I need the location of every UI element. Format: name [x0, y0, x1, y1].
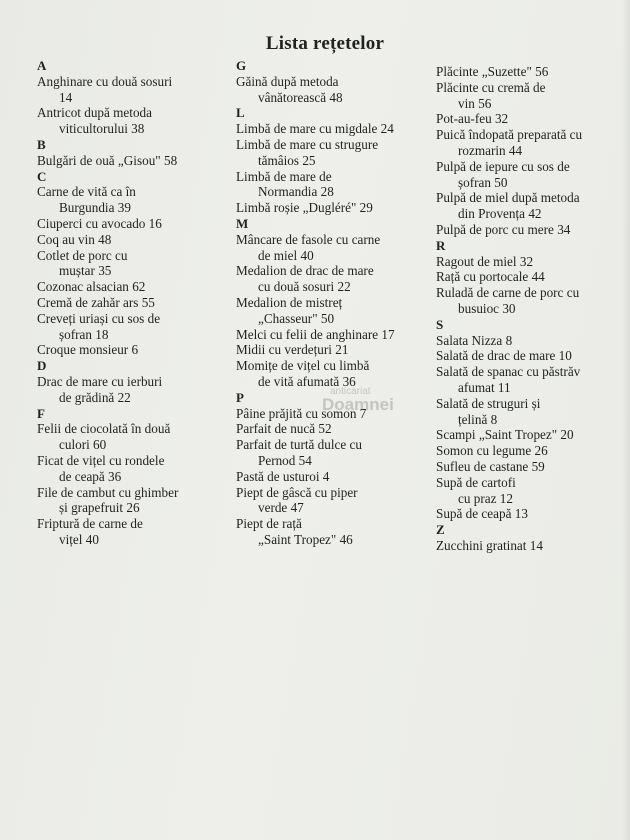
recipe-entry — [236, 169, 436, 201]
recipe-entry — [436, 159, 626, 191]
recipe-entry — [436, 222, 626, 238]
recipe-name: Mâncare de fasole cu carne — [236, 231, 381, 247]
recipe-name: Pâine prăjită cu somon 7 — [236, 405, 367, 421]
recipe-entry — [37, 216, 232, 232]
recipe-name: Parfait de turtă dulce cu — [236, 437, 362, 453]
recipe-entry — [436, 538, 626, 554]
section-letter: A — [37, 58, 47, 73]
recipe-name: Salată de drac de mare 10 — [436, 348, 572, 364]
recipe-name: Ciuperci cu avocado 16 — [37, 215, 162, 231]
recipe-name: Puică îndopată preparată cu — [436, 127, 583, 143]
recipe-entry — [37, 153, 232, 169]
recipe-entry — [436, 443, 626, 459]
index-column-1 — [37, 58, 232, 548]
recipe-entry — [37, 295, 232, 311]
recipe-continuation: Burgundia 39 — [59, 200, 131, 216]
recipe-name: Creveți uriași cu sos de — [37, 310, 161, 326]
recipe-entry — [436, 80, 626, 112]
recipe-entry — [236, 469, 436, 485]
recipe-name: Salată de spanac cu păstrăv — [436, 364, 581, 380]
recipe-entry — [236, 200, 436, 216]
section-letter: C — [37, 168, 47, 184]
recipe-entry — [436, 190, 626, 222]
recipe-entry — [436, 64, 626, 80]
recipe-name: Salată de struguri și — [436, 395, 541, 411]
recipe-entry — [436, 396, 626, 428]
recipe-continuation: verde 47 — [258, 500, 304, 516]
recipe-entry — [37, 342, 232, 358]
section-letter: D — [37, 358, 47, 374]
recipe-continuation: „Saint Tropez" 46 — [258, 531, 353, 547]
recipe-entry — [37, 105, 232, 137]
recipe-entry — [436, 269, 626, 285]
recipe-name: Sufleu de castane 59 — [436, 458, 545, 474]
recipe-name: Pastă de usturoi 4 — [236, 468, 330, 484]
recipe-name: Melci cu felii de anghinare 17 — [236, 326, 395, 342]
recipe-name: Bulgări de ouă „Gisou" 58 — [37, 152, 178, 168]
recipe-entry — [236, 121, 436, 137]
recipe-name: Somon cu legume 26 — [436, 443, 548, 459]
recipe-name: Zucchini gratinat 14 — [436, 537, 543, 553]
recipe-name: Limbă de mare cu migdale 24 — [236, 121, 394, 137]
recipe-entry — [236, 516, 436, 548]
recipe-name: Salata Nizza 8 — [436, 332, 513, 348]
recipe-entry — [236, 421, 436, 437]
recipe-entry — [236, 137, 436, 169]
recipe-name: Găină după metoda — [236, 73, 339, 89]
watermark-logo — [314, 386, 394, 415]
section-letter: G — [236, 58, 247, 73]
recipe-name: Antricot după metoda — [37, 105, 152, 121]
page-edge-shadow — [622, 0, 630, 840]
recipe-entry — [37, 453, 232, 485]
section-letter: Z — [436, 522, 445, 538]
recipe-name: Scampi „Saint Tropez" 20 — [436, 427, 574, 443]
recipe-entry — [236, 485, 436, 517]
watermark-line-2: Doamnei — [322, 395, 394, 414]
recipe-entry — [436, 459, 626, 475]
recipe-name: Parfait de nucă 52 — [236, 421, 332, 437]
recipe-name: Felii de ciocolată în două — [37, 421, 171, 437]
recipe-entry — [436, 364, 626, 396]
section-letter: R — [436, 237, 446, 253]
recipe-continuation: viticultorului 38 — [59, 121, 145, 137]
recipe-entry — [37, 184, 232, 216]
recipe-continuation: culori 60 — [59, 437, 107, 453]
recipe-continuation: țelină 8 — [458, 411, 498, 427]
recipe-entry — [236, 327, 436, 343]
recipe-name: Pot-au-feu 32 — [436, 111, 509, 127]
section-letter: F — [37, 405, 45, 421]
recipe-continuation: din Provența 42 — [458, 206, 542, 222]
recipe-entry — [236, 295, 436, 327]
recipe-continuation: cu praz 12 — [458, 490, 513, 506]
recipe-name: Limbă de mare cu strugure — [236, 136, 379, 152]
recipe-entry — [436, 254, 626, 270]
recipe-continuation: afumat 11 — [458, 379, 511, 395]
recipe-continuation: vânătorească 48 — [258, 89, 343, 105]
recipe-entry — [436, 333, 626, 349]
recipe-entry — [436, 111, 626, 127]
recipe-entry — [37, 248, 232, 280]
recipe-name: Coq au vin 48 — [37, 231, 112, 247]
recipe-entry — [236, 342, 436, 358]
recipe-entry — [37, 74, 232, 106]
recipe-continuation: de miel 40 — [258, 247, 314, 263]
recipe-continuation: Pernod 54 — [258, 452, 312, 468]
recipe-entry — [37, 279, 232, 295]
section-letter: P — [236, 389, 244, 405]
recipe-name: Medalion de drac de mare — [236, 263, 374, 279]
recipe-continuation: busuioc 30 — [458, 300, 516, 316]
recipe-name: Cotlet de porc cu — [37, 247, 128, 263]
recipe-name: File de cambut cu ghimber — [37, 484, 179, 500]
recipe-name: Medalion de mistreț — [236, 294, 343, 310]
recipe-entry — [37, 232, 232, 248]
recipe-name: Ficat de vițel cu rondele — [37, 452, 165, 468]
recipe-entry — [236, 437, 436, 469]
recipe-name: Friptură de carne de — [37, 516, 143, 532]
recipe-entry — [436, 506, 626, 522]
page-title: Lista rețetelor — [265, 33, 385, 54]
section-letter: M — [236, 215, 249, 231]
recipe-entry — [436, 348, 626, 364]
recipe-entry — [436, 285, 626, 317]
recipe-continuation: tămâios 25 — [258, 152, 316, 168]
recipe-name: Drac de mare cu ierburi — [37, 373, 163, 389]
recipe-name: Momițe de vițel cu limbă — [236, 358, 370, 374]
recipe-name: Supă de cartofi — [436, 474, 516, 490]
recipe-name: Piept de rață — [236, 516, 302, 532]
recipe-entry — [37, 516, 232, 548]
recipe-name: Croque monsieur 6 — [37, 342, 139, 358]
recipe-name: Pulpă de iepure cu sos de — [436, 158, 570, 174]
recipe-name: Rață cu portocale 44 — [436, 269, 545, 285]
recipe-name: Ruladă de carne de porc cu — [436, 285, 580, 301]
recipe-continuation: de grădină 22 — [59, 389, 131, 405]
recipe-entry — [236, 232, 436, 264]
recipe-name: Plăcinte „Suzette" 56 — [436, 64, 549, 79]
recipe-name: Plăcinte cu cremă de — [436, 79, 546, 95]
recipe-continuation: 14 — [59, 89, 73, 105]
recipe-name: Ragout de miel 32 — [436, 253, 534, 269]
recipe-name: Carne de vită ca în — [37, 184, 136, 200]
recipe-continuation: și grapefruit 26 — [59, 500, 140, 516]
recipe-entry — [236, 263, 436, 295]
index-column-2 — [236, 58, 436, 548]
recipe-continuation: de ceapă 36 — [59, 468, 122, 484]
recipe-name: Midii cu verdețuri 21 — [236, 342, 349, 358]
recipe-name: Cremă de zahăr ars 55 — [37, 294, 155, 310]
recipe-continuation: Normandia 28 — [258, 184, 334, 200]
recipe-name: Supă de ceapă 13 — [436, 506, 528, 522]
recipe-entry — [236, 358, 436, 390]
recipe-name: Pulpă de miel după metoda — [436, 190, 580, 206]
recipe-entry — [37, 374, 232, 406]
section-letter: B — [37, 136, 46, 152]
section-letter: L — [236, 105, 245, 121]
recipe-continuation: „Chasseur" 50 — [258, 310, 335, 326]
recipe-entry — [37, 311, 232, 343]
recipe-name: Pulpă de porc cu mere 34 — [436, 221, 571, 237]
recipe-entry — [436, 427, 626, 443]
recipe-continuation: vițel 40 — [59, 531, 99, 547]
recipe-name: Piept de gâscă cu piper — [236, 484, 358, 500]
recipe-entry — [37, 485, 232, 517]
recipe-continuation: vin 56 — [458, 95, 492, 111]
section-letter: S — [436, 316, 444, 332]
recipe-entry — [236, 74, 436, 106]
recipe-continuation: muștar 35 — [59, 263, 112, 279]
recipe-entry — [436, 127, 626, 159]
recipe-name: Limbă roșie „Dugléré" 29 — [236, 200, 373, 216]
recipe-entry — [37, 421, 232, 453]
recipe-name: Cozonac alsacian 62 — [37, 279, 146, 295]
index-column-3 — [436, 64, 626, 554]
recipe-name: Anghinare cu două sosuri — [37, 73, 173, 89]
recipe-continuation: cu două sosuri 22 — [258, 279, 351, 295]
recipe-continuation: șofran 50 — [458, 174, 508, 190]
recipe-continuation: rozmarin 44 — [458, 142, 523, 158]
recipe-name: Limbă de mare de — [236, 168, 332, 184]
recipe-continuation: de vită afumată 36 — [258, 373, 356, 389]
recipe-entry — [436, 475, 626, 507]
watermark-line-1: anticariat — [330, 386, 371, 397]
recipe-continuation: șofran 18 — [59, 326, 109, 342]
